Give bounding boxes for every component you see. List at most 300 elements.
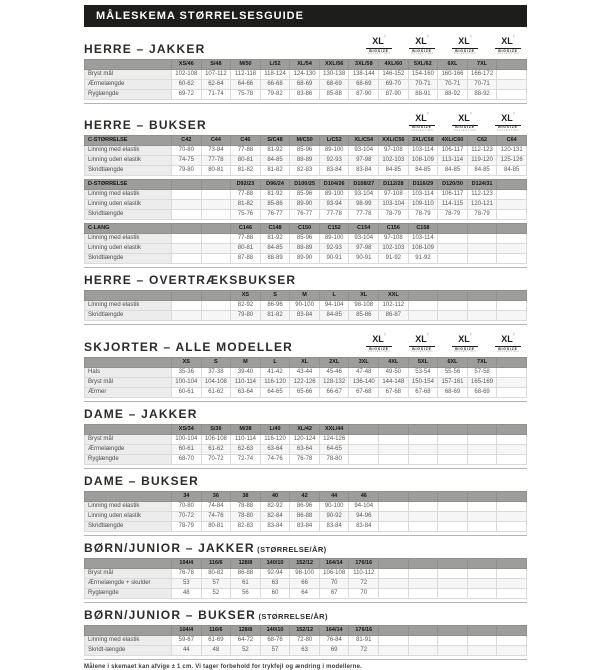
table-header-row	[85, 224, 527, 234]
cell	[201, 190, 231, 200]
cell: 66-67	[319, 387, 349, 397]
col-header	[467, 558, 497, 568]
cell: 85-96	[290, 146, 320, 156]
cell: 103-114	[408, 234, 438, 244]
cell: 70	[319, 578, 349, 588]
cell: 57-58	[467, 367, 497, 377]
col-header: 104/4	[172, 558, 202, 568]
cell: 83-84	[260, 521, 290, 531]
cell: 64	[290, 588, 320, 598]
col-header: 42	[290, 491, 320, 501]
row-label: Bryst mål	[85, 434, 172, 444]
table-row	[85, 301, 527, 311]
cell: 74-76	[201, 511, 231, 521]
cell	[438, 444, 468, 454]
cell: 86-87	[379, 311, 409, 321]
cell: 88-89	[290, 244, 320, 254]
xl-bigsize-logo	[495, 330, 521, 354]
col-header: XL/54	[290, 59, 320, 69]
cell: 81-82	[231, 200, 261, 210]
cell: 80-81	[201, 166, 231, 176]
col-header	[408, 558, 438, 568]
cell: 64-65	[260, 387, 290, 397]
col-header: 5XL/62	[408, 59, 438, 69]
cell: 106-117	[438, 146, 468, 156]
size-table	[84, 290, 527, 321]
cell: 120-121	[467, 200, 497, 210]
xl-logo-text	[366, 330, 392, 346]
xl-logo-xl: XL	[415, 36, 427, 46]
cell: 79-80	[172, 166, 202, 176]
cell: 80-81	[201, 521, 231, 531]
cell: 78-88	[231, 501, 261, 511]
cell	[438, 645, 468, 655]
row-label: Ærmelængde	[85, 79, 172, 89]
cell: 100-104	[172, 434, 202, 444]
cell: 119-120	[467, 156, 497, 166]
cell: 110-112	[349, 568, 379, 578]
col-header	[172, 291, 202, 301]
col-header: C46	[231, 136, 261, 146]
col-header: D96/24	[260, 180, 290, 190]
cell	[379, 521, 409, 531]
section-title: DAME – BUKSER	[84, 473, 199, 488]
diamond-icon: ◊	[512, 33, 515, 39]
xl-logo-xl: XL	[458, 36, 470, 46]
xl-bigsize-logo	[452, 109, 478, 133]
cell: 102-103	[379, 156, 409, 166]
row-label: Linning uden elastik	[85, 156, 172, 166]
col-header: D112/28	[379, 180, 409, 190]
cell	[497, 301, 527, 311]
cell: 68-76	[260, 635, 290, 645]
cell: 97-98	[349, 244, 379, 254]
cell: 118-124	[260, 69, 290, 79]
cell	[438, 501, 468, 511]
col-header: C158	[408, 224, 438, 234]
cell: 83-84	[349, 521, 379, 531]
table-header-row	[85, 180, 527, 190]
col-header	[438, 625, 468, 635]
cell: 82-92	[260, 501, 290, 511]
cell	[497, 387, 527, 397]
cell	[497, 244, 527, 254]
section-title-row	[84, 474, 527, 488]
cell: 67	[319, 588, 349, 598]
cell	[379, 434, 409, 444]
cell: 49-50	[379, 367, 409, 377]
cell: 81-92	[260, 190, 290, 200]
cell	[497, 635, 527, 645]
cell	[201, 234, 231, 244]
col-header: 128/8	[231, 625, 261, 635]
col-header	[408, 491, 438, 501]
cell	[467, 501, 497, 511]
section-divider	[84, 659, 527, 660]
col-header: 46	[349, 491, 379, 501]
cell: 72-74	[231, 454, 261, 464]
cell: 80-81	[231, 244, 261, 254]
row-label: Linning med elastik	[85, 234, 172, 244]
col-header: C42	[172, 136, 202, 146]
cell: 81-92	[260, 234, 290, 244]
col-header	[379, 491, 409, 501]
cell: 72	[349, 578, 379, 588]
xl-logo-text	[409, 32, 435, 48]
table-header-label	[85, 625, 172, 635]
col-header: C62	[467, 136, 497, 146]
cell: 57	[201, 578, 231, 588]
cell: 48	[172, 588, 202, 598]
table-row	[85, 568, 527, 578]
table-row	[85, 166, 527, 176]
xl-logo-text	[495, 32, 521, 48]
cell	[438, 588, 468, 598]
cell: 112-118	[231, 69, 261, 79]
cell	[172, 234, 202, 244]
row-label: Ærmer	[85, 387, 172, 397]
cell: 90-91	[319, 254, 349, 264]
diamond-icon: ◊	[469, 110, 472, 116]
cell: 84-85	[408, 166, 438, 176]
cell	[438, 311, 468, 321]
cell: 84-85	[319, 311, 349, 321]
col-header: C146	[231, 224, 261, 234]
col-header: XL/C54	[349, 136, 379, 146]
table-row	[85, 645, 527, 655]
table-row	[85, 146, 527, 156]
cell: 122-126	[290, 377, 320, 387]
cell	[172, 190, 202, 200]
cell	[467, 454, 497, 464]
cell: 160-166	[438, 69, 468, 79]
cell: 88-92	[438, 89, 468, 99]
cell: 64-66	[231, 79, 261, 89]
col-header: 40	[260, 491, 290, 501]
col-header: XXL/44	[319, 424, 349, 434]
cell	[467, 234, 497, 244]
page-title-bar	[84, 5, 527, 27]
table-row	[85, 311, 527, 321]
col-header: S	[260, 291, 290, 301]
xl-logo-collection: COLLECTION	[454, 350, 476, 353]
page-title: MÅLESKEMA STØRRELSESGUIDE	[96, 10, 304, 22]
cell	[172, 311, 202, 321]
cell: 70-80	[172, 501, 202, 511]
section-title: SKJORTER – ALLE MODELLER	[84, 339, 294, 354]
cell: 91-92	[379, 254, 409, 264]
cell: 53	[172, 578, 202, 588]
cell: 102-103	[379, 244, 409, 254]
cell: 94-96	[349, 511, 379, 521]
col-header: M/C50	[290, 136, 320, 146]
cell: 83-84	[319, 521, 349, 531]
col-header: 2XL	[319, 357, 349, 367]
table-header-row	[85, 136, 527, 146]
cell: 77-88	[231, 234, 261, 244]
xl-logo-bigsize: BIGSIZE	[495, 48, 521, 53]
cell: 128-132	[319, 377, 349, 387]
cell	[349, 434, 379, 444]
cell	[497, 367, 527, 377]
footer-disclaimer: Målene i skemaet kan afvige ± 1 cm. Vi tager forbehold for trykfejl og ændring i modellerne.	[84, 663, 362, 670]
xl-logo-collection: COLLECTION	[411, 128, 433, 132]
xl-logo-bigsize: BIGSIZE	[409, 125, 435, 130]
cell: 85-96	[290, 234, 320, 244]
cell	[497, 454, 527, 464]
table-header-label	[85, 357, 172, 367]
cell: 100-104	[172, 377, 202, 387]
xl-bigsize-logo	[452, 330, 478, 354]
cell: 81-82	[260, 166, 290, 176]
cell: 76-77	[290, 210, 320, 220]
cell: 52	[231, 645, 261, 655]
section-title-suffix: (STØRRELSE/ÅR)	[254, 544, 327, 554]
cell	[438, 568, 468, 578]
cell: 89-100	[319, 190, 349, 200]
table-row	[85, 156, 527, 166]
cell	[497, 645, 527, 655]
size-table	[84, 424, 527, 465]
cell: 90-100	[319, 501, 349, 511]
col-header	[408, 424, 438, 434]
col-header: 104/4	[172, 625, 202, 635]
col-header: C150	[290, 224, 320, 234]
cell: 74-84	[201, 501, 231, 511]
cell: 71-74	[201, 89, 231, 99]
cell: 55-56	[438, 367, 468, 377]
table-row	[85, 244, 527, 254]
cell: 94-104	[319, 301, 349, 311]
row-label: Linning uden elastik	[85, 511, 172, 521]
col-header	[408, 291, 438, 301]
xl-logo-collection: COLLECTION	[454, 52, 476, 55]
table-header-row	[85, 424, 527, 434]
col-header	[349, 424, 379, 434]
cell	[349, 454, 379, 464]
cell: 81-91	[349, 635, 379, 645]
cell: 80-81	[231, 156, 261, 166]
cell	[379, 645, 409, 655]
col-header	[379, 424, 409, 434]
cell: 150-154	[408, 377, 438, 387]
cell: 72	[349, 645, 379, 655]
col-header: XL/42	[290, 424, 320, 434]
cell: 63-64	[231, 387, 261, 397]
xl-bigsize-logo	[366, 330, 392, 354]
cell: 82-84	[260, 511, 290, 521]
col-header: XXL/C56	[379, 136, 409, 146]
cell: 63-64	[290, 444, 320, 454]
xl-bigsize-logo	[366, 32, 392, 56]
cell: 120-124	[290, 434, 320, 444]
cell: 104-108	[201, 377, 231, 387]
cell: 78-80	[319, 454, 349, 464]
cell: 74-75	[172, 156, 202, 166]
row-label: Linning uden elastik	[85, 200, 172, 210]
sections	[84, 32, 527, 660]
col-header: 140/10	[260, 558, 290, 568]
col-header: 4XL/60	[379, 59, 409, 69]
cell: 83-84	[319, 166, 349, 176]
table-row	[85, 254, 527, 264]
col-header: D124/31	[467, 180, 497, 190]
cell: 56	[231, 588, 261, 598]
section-title: BØRN/JUNIOR – JAKKER (STØRRELSE/ÅR)	[84, 540, 327, 555]
table-header-label	[85, 59, 172, 69]
size-table	[84, 59, 527, 100]
table-row	[85, 434, 527, 444]
col-header: 164/14	[319, 558, 349, 568]
cell: 93-104	[349, 146, 379, 156]
cell: 90-92	[319, 511, 349, 521]
col-header	[497, 59, 527, 69]
bigsize-logos	[366, 330, 521, 354]
xl-logo-bigsize: BIGSIZE	[366, 48, 392, 53]
cell	[379, 588, 409, 598]
cell	[408, 434, 438, 444]
table-row	[85, 511, 527, 521]
section-divider	[84, 103, 527, 104]
col-header	[497, 424, 527, 434]
row-label: Linning med elastik	[85, 635, 172, 645]
cell: 62-63	[231, 444, 261, 454]
col-header: 5XL	[408, 357, 438, 367]
cell: 68-69	[467, 387, 497, 397]
cell: 83-84	[290, 521, 320, 531]
table-header-row	[85, 491, 527, 501]
bigsize-logos	[366, 32, 521, 56]
table-row	[85, 69, 527, 79]
xl-logo-collection: COLLECTION	[411, 350, 433, 353]
cell: 52	[201, 588, 231, 598]
section-divider	[84, 602, 527, 603]
col-header: 3XL/C58	[408, 136, 438, 146]
cell: 110-114	[231, 377, 261, 387]
cell	[201, 254, 231, 264]
cell: 92-93	[319, 156, 349, 166]
cell	[172, 244, 202, 254]
cell: 41-42	[260, 367, 290, 377]
cell: 76-78	[172, 568, 202, 578]
col-header	[467, 224, 497, 234]
cell: 63	[290, 645, 320, 655]
table-row	[85, 200, 527, 210]
cell: 88-89	[260, 254, 290, 264]
cell: 47-48	[349, 367, 379, 377]
cell: 78-79	[379, 210, 409, 220]
xl-logo-xl: XL	[458, 112, 470, 123]
xl-logo-text	[495, 330, 521, 346]
cell	[467, 511, 497, 521]
cell: 83-84	[290, 311, 320, 321]
table-row	[85, 444, 527, 454]
cell	[379, 454, 409, 464]
cell: 70-80	[172, 146, 202, 156]
cell	[408, 521, 438, 531]
size-table	[84, 223, 527, 264]
table-row	[85, 588, 527, 598]
cell: 45-46	[319, 367, 349, 377]
cell	[408, 444, 438, 454]
cell: 60-62	[172, 79, 202, 89]
cell	[467, 444, 497, 454]
col-header: 3XL	[349, 357, 379, 367]
cell	[438, 234, 468, 244]
cell	[497, 521, 527, 531]
section	[84, 32, 527, 104]
table-header-label	[85, 291, 172, 301]
col-header: L/52	[260, 59, 290, 69]
cell: 81-82	[231, 166, 261, 176]
section	[84, 407, 527, 469]
xl-bigsize-logo	[495, 32, 521, 56]
cell	[408, 301, 438, 311]
cell: 82-92	[231, 301, 261, 311]
cell: 64-72	[231, 635, 261, 645]
col-header: XS/34	[172, 424, 202, 434]
xl-logo-bigsize: BIGSIZE	[409, 48, 435, 53]
size-table	[84, 491, 527, 532]
cell	[467, 588, 497, 598]
col-header: L/40	[260, 424, 290, 434]
cell: 82-83	[290, 166, 320, 176]
col-header	[497, 224, 527, 234]
cell: 84-85	[260, 244, 290, 254]
cell: 75-78	[231, 89, 261, 99]
col-header: 116/6	[201, 558, 231, 568]
table-row	[85, 79, 527, 89]
cell	[201, 311, 231, 321]
cell: 68-70	[172, 454, 202, 464]
xl-logo-collection: COLLECTION	[497, 350, 519, 353]
cell: 69	[319, 645, 349, 655]
col-header	[379, 558, 409, 568]
col-header: 152/12	[290, 558, 320, 568]
col-header	[408, 625, 438, 635]
cell: 124-130	[290, 69, 320, 79]
col-header	[438, 558, 468, 568]
cell: 76-84	[319, 635, 349, 645]
cell: 130-138	[319, 69, 349, 79]
row-label: Skridtlængde	[85, 210, 172, 220]
col-header: D104/26	[319, 180, 349, 190]
table-row	[85, 367, 527, 377]
row-label: Linning med elastik	[85, 501, 172, 511]
xl-logo-collection: COLLECTION	[454, 128, 476, 132]
cell: 78-80	[231, 511, 261, 521]
cell	[497, 200, 527, 210]
table-row	[85, 387, 527, 397]
section	[84, 330, 527, 402]
col-header: 44	[319, 491, 349, 501]
cell	[497, 578, 527, 588]
cell: 77-88	[231, 190, 261, 200]
cell: 76-78	[290, 454, 320, 464]
row-label: Skridtlængde	[85, 521, 172, 531]
cell	[408, 645, 438, 655]
section-divider	[84, 535, 527, 536]
cell: 85-86	[349, 311, 379, 321]
cell	[379, 511, 409, 521]
cell: 37-38	[201, 367, 231, 377]
col-header	[201, 180, 231, 190]
cell: 57	[260, 645, 290, 655]
cell: 98-99	[349, 200, 379, 210]
cell: 106-117	[438, 190, 468, 200]
table-header-label: C-STØRRELSE	[85, 136, 172, 146]
cell: 166-172	[467, 69, 497, 79]
